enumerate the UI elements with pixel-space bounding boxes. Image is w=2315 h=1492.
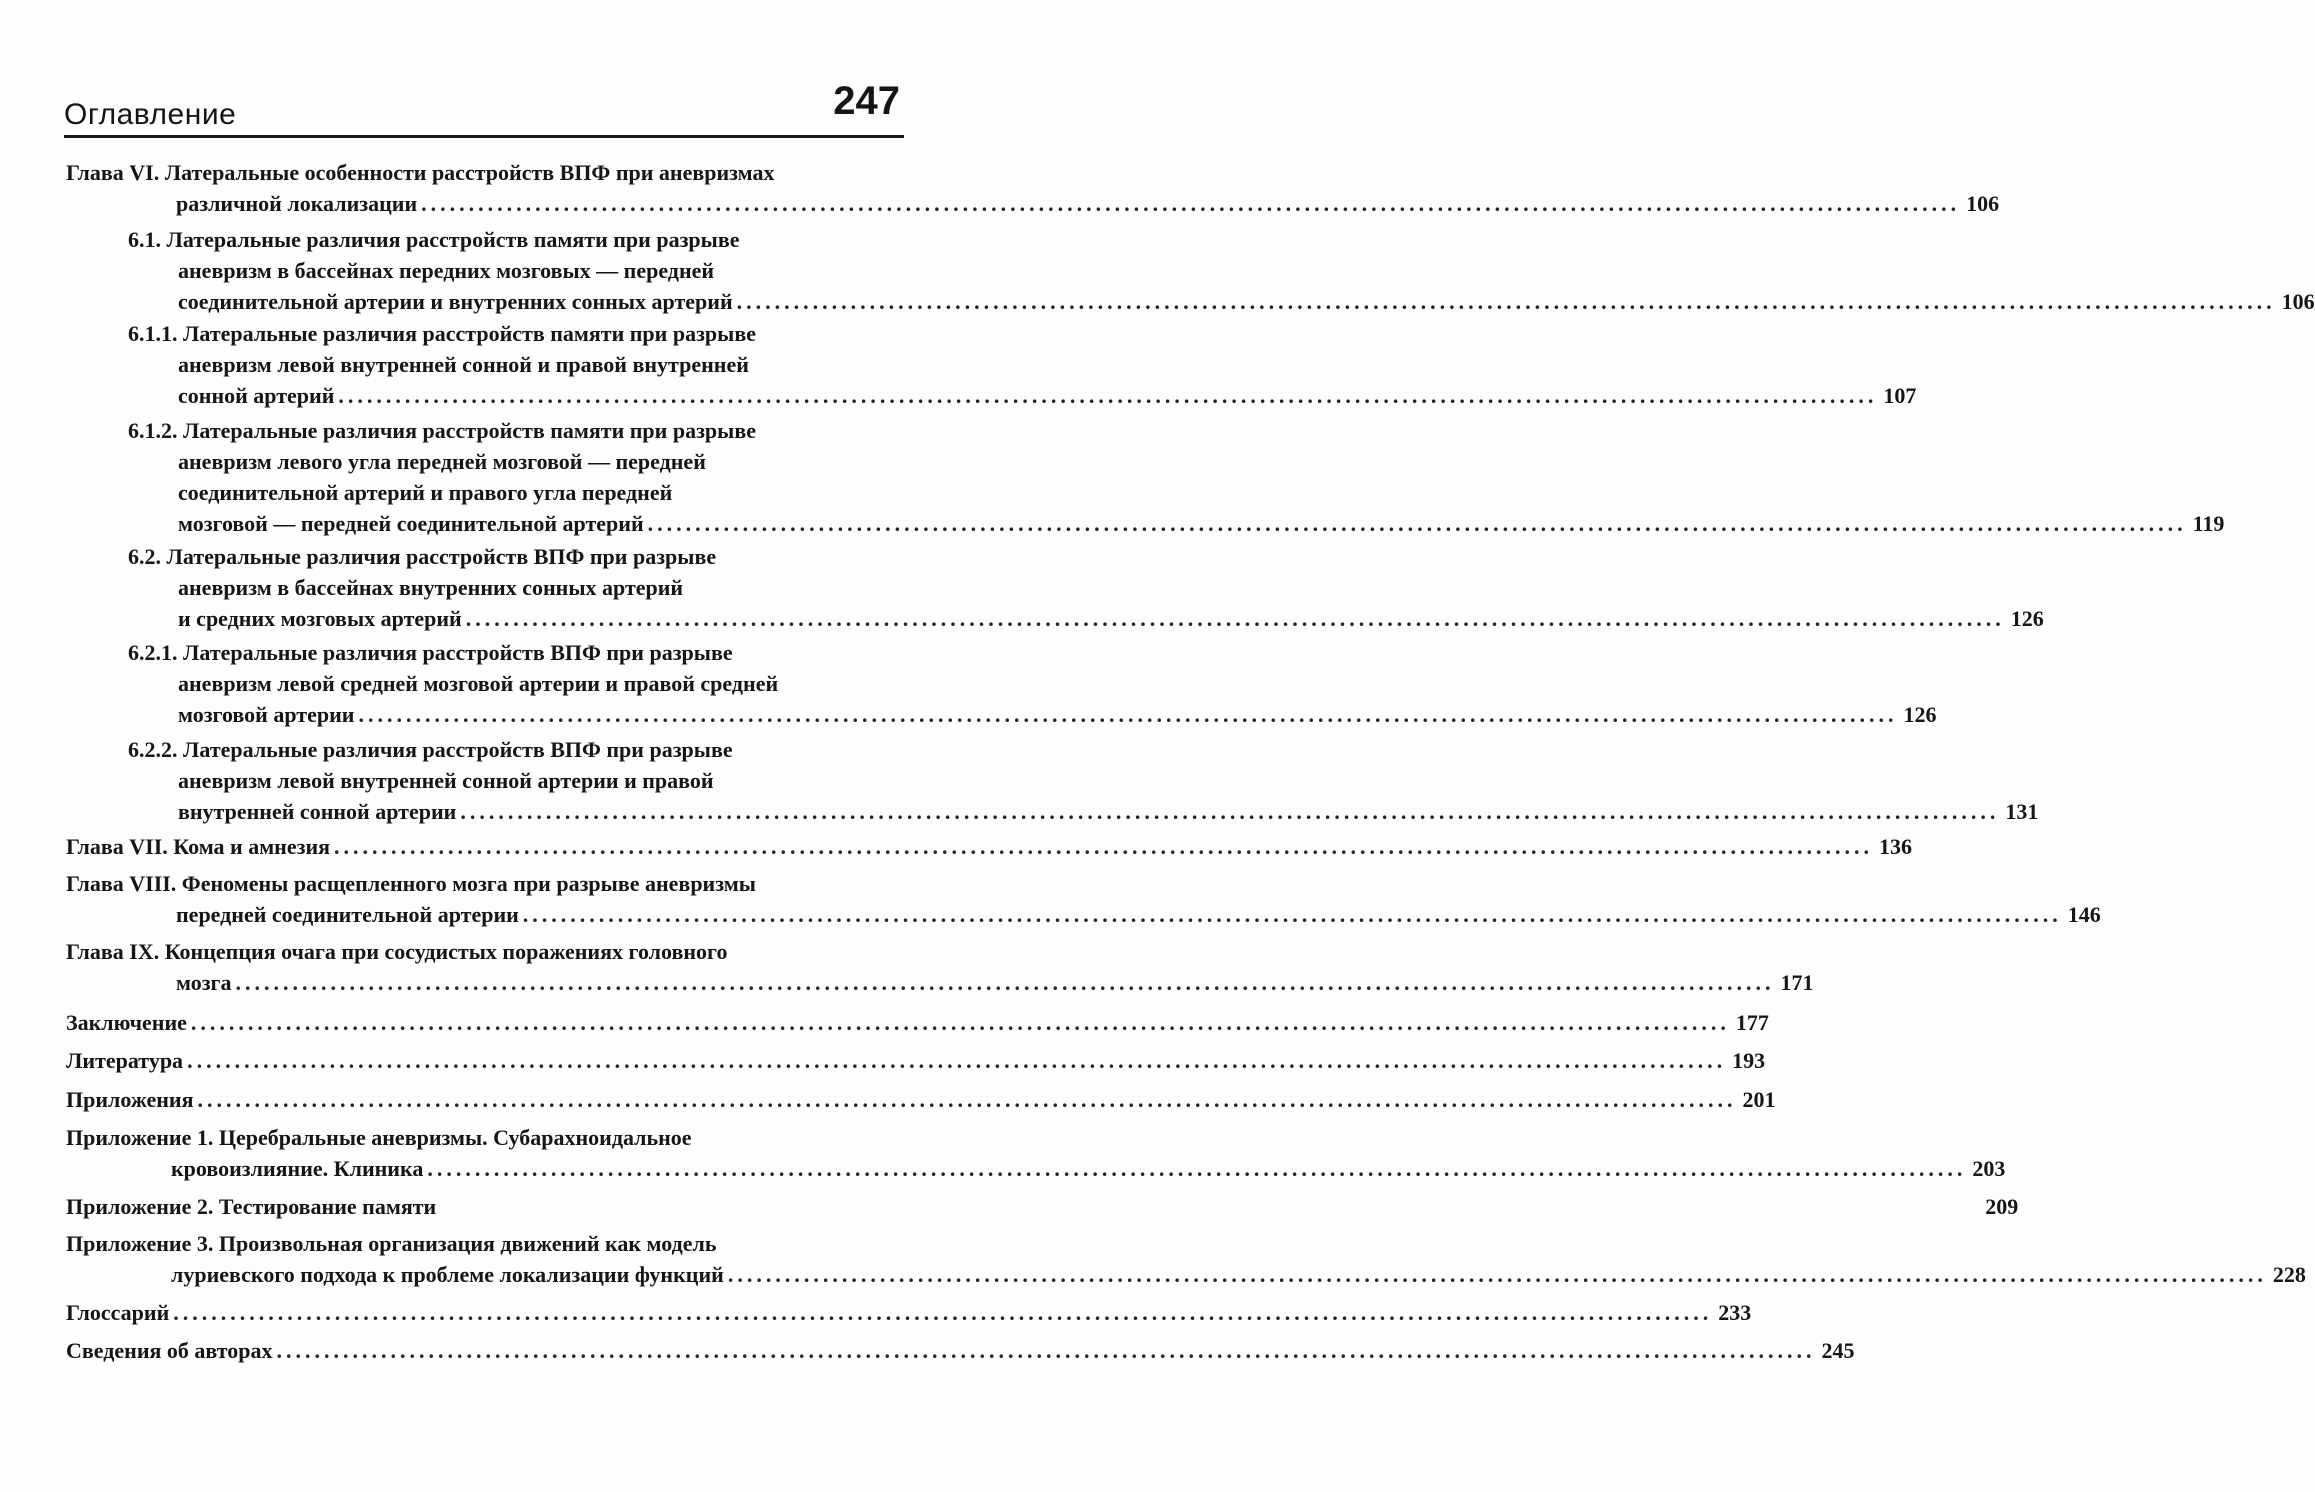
- toc-line: луриевского подхода к проблеме локализации функций: [171, 1262, 724, 1287]
- toc-entry: [0, 868, 2101, 930]
- toc-page-number: 146: [2067, 902, 2101, 927]
- dot-leader: ..................................................................................................................................................................: [190, 1010, 1730, 1035]
- dot-leader: ..................................................................................................................................................................: [727, 1262, 2267, 1287]
- toc-line-last: [0, 1045, 1766, 1076]
- toc-page-number: 245: [1821, 1338, 1855, 1363]
- toc-line: внутренней сонной артерии: [178, 799, 457, 824]
- dot-leader: ..................................................................................................................................................................: [334, 834, 1874, 859]
- toc-line: Сведения об авторах: [66, 1338, 273, 1363]
- toc-page-number: 106: [2281, 289, 2315, 314]
- toc-line: передней соединительной артерии: [176, 902, 519, 927]
- toc-page-number: 119: [2192, 511, 2225, 536]
- toc-line: 6.2.2. Латеральные различия расстройств ВПФ при разрыве: [128, 737, 733, 762]
- toc-entry: [0, 1084, 1776, 1115]
- header-rule: [64, 135, 904, 138]
- toc-page-number: 233: [1718, 1300, 1752, 1325]
- toc-line: Заключение: [66, 1010, 187, 1035]
- toc-line: 6.1.1. Латеральные различия расстройств памяти при разрыве: [128, 321, 756, 346]
- toc-page-number: 177: [1735, 1010, 1769, 1035]
- toc-line-last: [0, 899, 2101, 930]
- toc-line: Глава VI. Латеральные особенности расстройств ВПФ при аневризмах: [66, 160, 775, 185]
- toc-line: сонной артерий: [178, 383, 335, 408]
- toc-line-last: [0, 1297, 1752, 1328]
- toc-line: аневризм левой средней мозговой артерии и правой средней: [178, 671, 779, 696]
- toc-page-number: 228: [2272, 1262, 2306, 1287]
- toc-line-last: [0, 380, 1917, 411]
- toc-page-number: 203: [1972, 1156, 2006, 1181]
- toc-line: мозговой — передней соединительной артерий: [178, 511, 644, 536]
- toc-entry: [0, 831, 1913, 862]
- toc-line: 6.1. Латеральные различия расстройств памяти при разрыве: [128, 227, 740, 252]
- toc-line: 6.1.2. Латеральные различия расстройств памяти при разрыве: [128, 418, 756, 443]
- toc-line: Литература: [66, 1048, 184, 1073]
- toc-entry: [0, 1007, 1769, 1038]
- toc-line: соединительной артерии и внутренних сонных артерий: [178, 289, 733, 314]
- dot-leader: ..................................................................................................................................................................: [276, 1338, 1816, 1363]
- toc-entry: [0, 224, 2315, 317]
- toc-line: и средних мозговых артерий: [178, 606, 462, 631]
- dot-leader: ..................................................................................................................................................................: [187, 1048, 1727, 1073]
- running-header-title: Оглавление: [64, 98, 237, 131]
- toc-line: Глава IX. Концепция очага при сосудистых поражениях головного: [66, 939, 728, 964]
- toc-page-number: 201: [1742, 1087, 1776, 1112]
- toc-line: мозговой артерии: [178, 702, 355, 727]
- toc-line: Приложение 3. Произвольная организация движений как модель: [66, 1231, 717, 1256]
- dot-leader: ..................................................................................................................................................................: [173, 1300, 1713, 1325]
- toc-line-last: [0, 1259, 2306, 1290]
- toc-line: аневризм левой внутренней сонной и правой внутренней: [178, 352, 749, 377]
- toc-line: 6.2. Латеральные различия расстройств ВПФ при разрыве: [128, 544, 717, 569]
- dot-leader: ..................................................................................................................................................................: [460, 799, 2000, 824]
- toc-line-last: [0, 699, 1937, 730]
- toc-entry: [0, 1045, 1766, 1076]
- toc-line-last: [0, 286, 2315, 317]
- toc-line-last: [0, 967, 1814, 998]
- toc-line-last: [0, 1153, 2006, 1184]
- toc-entry: [0, 318, 1917, 411]
- toc-line-last: [0, 1007, 1769, 1038]
- toc-page-number: 209: [1985, 1194, 2019, 1219]
- toc-line: аневризм в бассейнах передних мозговых — передней: [178, 258, 715, 283]
- toc-line-last: [0, 796, 2039, 827]
- dot-leader: ..................................................................................................................................................................: [338, 383, 1878, 408]
- dot-leader: ..................................................................................................................................................................: [736, 289, 2276, 314]
- dot-leader: ..................................................................................................................................................................: [522, 902, 2062, 927]
- toc-line: различной локализации: [176, 191, 418, 216]
- toc-page-number: 106: [1966, 191, 2000, 216]
- dot-leader: [440, 1191, 1979, 1222]
- toc-entry: [0, 415, 2225, 539]
- toc-line: Приложение 1. Церебральные аневризмы. Субарахноидальное: [66, 1125, 692, 1150]
- toc-line-last: [0, 603, 2044, 634]
- toc-entry: [0, 1122, 2006, 1184]
- toc-line-last: [0, 1335, 1855, 1366]
- dot-leader: ..................................................................................................................................................................: [427, 1156, 1967, 1181]
- toc-line: аневризм левого угла передней мозговой — передней: [178, 449, 706, 474]
- toc-page-number: 131: [2005, 799, 2039, 824]
- toc-page-number: 136: [1879, 834, 1913, 859]
- toc-page-number: 126: [1903, 702, 1937, 727]
- toc-entry: [0, 1335, 1855, 1366]
- toc-line: Глава VII. Кома и амнезия: [66, 834, 331, 859]
- toc-line: аневризм в бассейнах внутренних сонных артерий: [178, 575, 684, 600]
- toc-line-last: [0, 188, 2000, 219]
- dot-leader: ..................................................................................................................................................................: [421, 191, 1961, 216]
- toc-entry: [0, 157, 2000, 219]
- toc-entry: [0, 1191, 2019, 1222]
- toc-line-last: [0, 831, 1913, 862]
- toc-line: Глава VIII. Феномены расщепленного мозга при разрыве аневризмы: [66, 871, 756, 896]
- toc-line: кровоизлияние. Клиника: [171, 1156, 424, 1181]
- toc-line: Приложение 2. Тестирование памяти: [66, 1194, 437, 1219]
- toc-line: мозга: [176, 970, 232, 995]
- toc-entry: [0, 936, 1814, 998]
- toc-entry: [0, 734, 2039, 827]
- toc-entry: [0, 541, 2044, 634]
- dot-leader: ..................................................................................................................................................................: [358, 702, 1898, 727]
- toc-line-last: [0, 1191, 2019, 1222]
- toc-entry: [0, 637, 1937, 730]
- toc-line-last: [0, 1084, 1776, 1115]
- toc-entry: [0, 1228, 2306, 1290]
- toc-line-last: [0, 508, 2225, 539]
- toc-page-number: 171: [1780, 970, 1814, 995]
- toc-entry: [0, 1297, 1752, 1328]
- toc-line: Приложения: [66, 1087, 194, 1112]
- toc-page-number: 107: [1883, 383, 1917, 408]
- dot-leader: ..................................................................................................................................................................: [465, 606, 2005, 631]
- toc-line: аневризм левой внутренней сонной артерии и правой: [178, 768, 714, 793]
- toc-page-number: 126: [2010, 606, 2044, 631]
- page-number: 247: [833, 79, 900, 123]
- toc-line: Глоссарий: [66, 1300, 170, 1325]
- dot-leader: ..................................................................................................................................................................: [235, 970, 1775, 995]
- toc-line: 6.2.1. Латеральные различия расстройств ВПФ при разрыве: [128, 640, 733, 665]
- toc-line: соединительной артерий и правого угла передней: [178, 480, 673, 505]
- dot-leader: ..................................................................................................................................................................: [647, 511, 2187, 536]
- dot-leader: ..................................................................................................................................................................: [197, 1087, 1737, 1112]
- toc-page-number: 193: [1732, 1048, 1766, 1073]
